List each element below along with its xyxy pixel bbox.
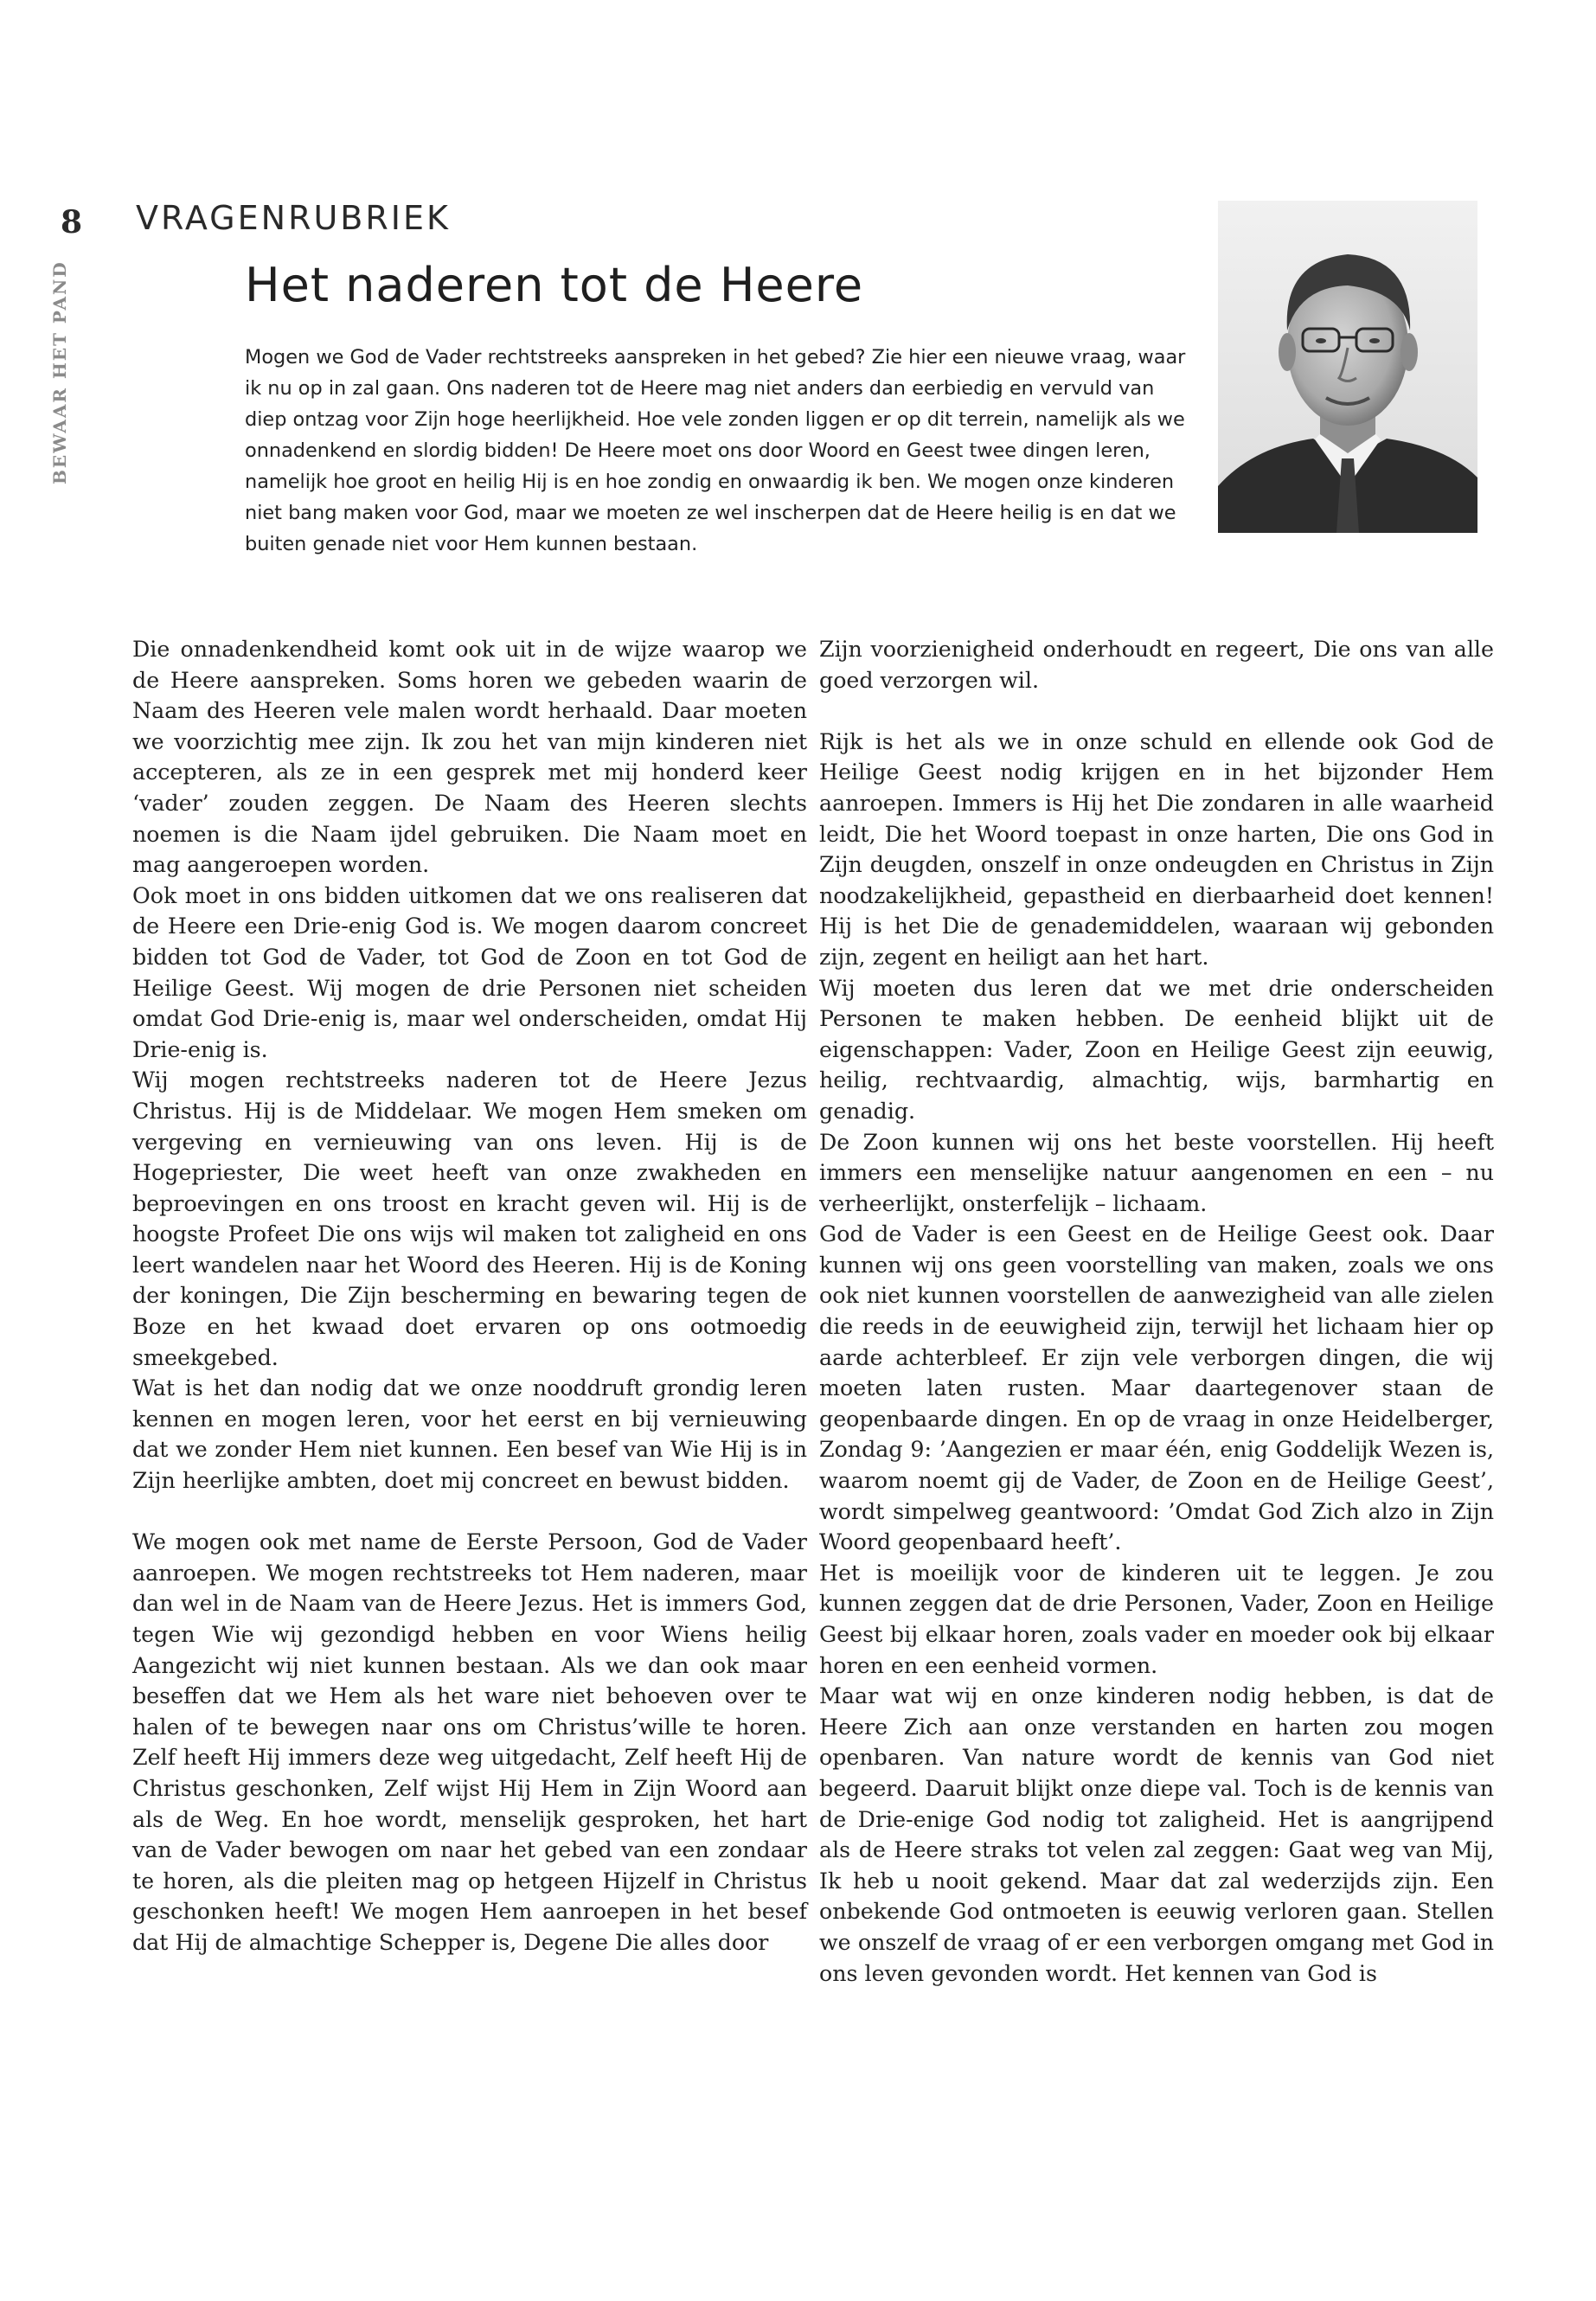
body-paragraph: Ook moet in ons bidden uitkomen dat we ons realiseren dat de Heere een Drie-enig God is. We mogen daarom concreet bidden tot God de Vader, tot God de Zoon en tot God de Heilige Geest. Wij mogen de drie Personen niet scheiden omdat God Drie-enig is, maar wel onderscheiden, omdat Hij Drie-enig is.: [132, 882, 807, 1062]
body-paragraph: Wij moeten dus leren dat we met drie onderscheiden Personen te maken hebben. De eenheid blijkt uit de eigenschappen: Vader, Zoon en Heilige Geest zijn eeuwig, heilig, rechtvaardig, almachtig, wijs, barmhartig en genadig.: [819, 975, 1494, 1124]
article-title: Het naderen tot de Heere: [245, 258, 864, 312]
body-paragraph: Zijn voorzienigheid onderhoudt en regeert, Die ons van alle goed verzorgen wil.: [819, 637, 1494, 693]
author-photo: [1218, 201, 1477, 533]
body-paragraph: Wij mogen rechtstreeks naderen tot de Heere Jezus Christus. Hij is de Middelaar. We mogen Hem smeken om vergeving en vernieuwing van ons leven. Hij is de Hogepriester, Die weet heeft van onze zwakheden en beproevingen en ons troost en kracht geven wil. Hij is de hoogste Profeet Die ons wijs wil maken tot zaligheid en ons leert wandelen naar het Woord des Heeren. Hij is de Koning der koningen, Die Zijn bescherming en bewaring tegen de Boze en het kwaad doet ervaren op ons ootmoedig smeekgebed.: [132, 1067, 807, 1370]
body-paragraph: We mogen ook met name de Eerste Persoon, God de Vader aanroepen. We mogen rechtstreeks tot Hem naderen, maar dan wel in de Naam van de Heere Jezus. Het is immers God, tegen Wie wij gezondigd hebben en voor Wiens heilig Aangezicht wij niet kunnen bestaan. Als we dan ook maar beseffen dat we Hem als het ware niet behoeven over te halen of te bewegen naar ons om Christus’wille te horen. Zelf heeft Hij immers deze weg uitgedacht, Zelf heeft Hij de Christus geschonken, Zelf wijst Hij Hem in Zijn Woord aan als de Weg. En hoe wordt, menselijk gesproken, het hart van de Vader bewogen om naar het gebed van een zondaar te horen, als die pleiten mag op hetgeen Hijzelf in Christus geschonken heeft! We mogen Hem aanroepen in het besef dat Hij de almachtige Schepper is, Degene Die alles door: [132, 1529, 807, 1955]
article-column-left: [132, 634, 807, 1958]
body-paragraph: Die onnadenkendheid komt ook uit in de wijze waarop we de Heere aanspreken. Soms horen we gebeden waarin de Naam des Heeren vele malen wordt herhaald. Daar moeten we voorzichtig mee zijn. Ik zou het van mijn kinderen niet accepteren, als ze in een gesprek met mij honderd keer ‘vader’ zouden zeggen. De Naam des Heeren slechts noemen is die Naam ijdel gebruiken. Die Naam moet en mag aangeroepen worden.: [132, 637, 807, 878]
intro-paragraph: Mogen we God de Vader rechtstreeks aanspreken in het gebed? Zie hier een nieuwe vraag, waar ik nu op in zal gaan. Ons naderen tot de Heere mag niet anders dan eerbiedig en vervuld van diep ontzag voor Zijn hoge heerlijkheid. Hoe vele zonden liggen er op dit terrein, namelijk als we onnadenkend en slordig bidden! De Heere moet ons door Woord en Geest twee dingen leren, namelijk hoe groot en heilig Hij is en hoe zondig en onwaardig ik ben. We mogen onze kinderen niet bang maken voor God, maar we moeten ze wel inscherpen dat de Heere heilig is en dat we buiten genade niet voor Hem kunnen bestaan.: [245, 346, 1186, 555]
running-head-text: BEWAAR HET PAND: [49, 260, 70, 484]
body-paragraph: Maar wat wij en onze kinderen nodig hebben, is dat de Heere Zich aan onze verstanden en harten zou mogen openbaren. Van nature wordt de kennis van God niet begeerd. Daaruit blijkt onze diepe val. Toch is de kennis van de Drie-enige God nodig tot zaligheid. Het is aangrijpend als de Heere straks tot velen zal zeggen: Gaat weg van Mij, Ik heb u nooit gekend. Maar dat zal wederzijds zijn. Een onbekende God ontmoeten is eeuwig verloren gaan. Stellen we onszelf de vraag of er een verborgen omgang met God in ons leven gevonden wordt. Het kennen van God is: [819, 1683, 1494, 1986]
author-portrait-image: [1218, 201, 1477, 533]
body-paragraph: De Zoon kunnen wij ons het beste voorstellen. Hij heeft immers een menselijke natuur aangenomen en een – nu verheerlijkt, onsterfelijk – lichaam.: [819, 1129, 1494, 1216]
article-column-right: [819, 634, 1494, 1989]
body-paragraph: God de Vader is een Geest en de Heilige Geest ook. Daar kunnen wij ons geen voorstelling van maken, zoals we ons ook niet kunnen voorstellen de aanwezigheid van alle zielen die reeds in de eeuwigheid zijn, terwijl het lichaam hier op aarde achterbleef. Er zijn vele verborgen dingen, die wij moeten laten rusten. Maar daartegenover staan de geopenbaarde dingen. En op de vraag in onze Heidelberger, Zondag 9: ’Aangezien er maar één, enig Goddelijk Wezen is, waarom noemt gij de Vader, de Zoon en de Heilige Geest’, wordt simpelweg geantwoord: ’Omdat God Zich alzo in Zijn Woord geopenbaard heeft’.: [819, 1221, 1494, 1555]
body-paragraph: Rijk is het als we in onze schuld en ellende ook God de Heilige Geest nodig krijgen en in het bijzonder Hem aanroepen. Immers is Hij het Die zondaren in alle waarheid leidt, Die het Woord toepast in onze harten, Die ons God in Zijn deugden, onszelf in onze ondeugden en Christus in Zijn noodzakelijkheid, gepastheid en dierbaarheid doet kennen! Hij is het Die de genademiddelen, waaraan wij gebonden zijn, zegent en heiligt aan het hart.: [819, 728, 1494, 970]
page-number: 8: [61, 204, 83, 240]
body-paragraph: Het is moeilijk voor de kinderen uit te leggen. Je zou kunnen zeggen dat de drie Personen, Vader, Zoon en Heilige Geest bij elkaar horen, zoals vader en moeder ook bij elkaar horen en een eenheid vormen.: [819, 1560, 1494, 1678]
section-label: VRAGENRUBRIEK: [136, 199, 451, 237]
article-intro: [245, 342, 1196, 560]
body-paragraph: Wat is het dan nodig dat we onze nooddruft grondig leren kennen en mogen leren, voor het eerst en bij vernieuwing dat we zonder Hem niet kunnen. Een besef van Wie Hij is in Zijn heerlijke ambten, doet mij concreet en bewust bidden.: [132, 1375, 807, 1494]
